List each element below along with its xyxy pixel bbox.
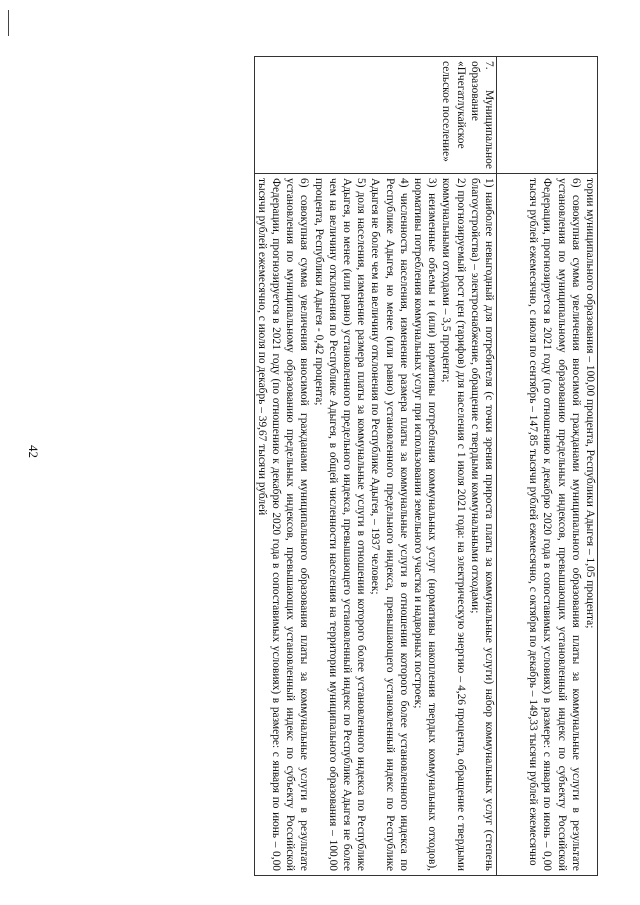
description-cell (254, 174, 496, 876)
paragraph: 2) прогнозируемый рост цен (тарифов) для населения с 1 июля 2021 года: на электрическую энергию – 4,26 процента, обращение с твердыми коммунальными отходами – 3,5 процента; (440, 178, 467, 871)
margin-mark (8, 10, 9, 36)
paragraph: 1) наиболее невыгодный для потребителя (с точки зрения прироста платы за коммунальные услуги) набор коммунальных услуг (степень благоустройства) – электроснабжение, обращение с твердыми коммунальными отходами; (468, 178, 495, 871)
paragraph: 6) совокупная сумма увеличения вносимой гражданами муниципального образования платы за коммунальные услуги в результате установления по муниципальному образованию предельных индексов, превышающих установленный индекс по субъекту Российской Федерации, прогнозируется в 2021 году (по отношению к декабрю 2020 года в сопоставимых условиях) в размере: с января по июнь – 0,00 тысячи рублей ежемесячно, с июля по декабрь – 39,67 тысячи рублей (255, 178, 311, 871)
municipality-cell (497, 57, 598, 174)
document-table (254, 56, 598, 876)
table-row (254, 57, 496, 876)
paragraph: 6) совокупная сумма увеличения вносимой гражданами муниципального образования платы за коммунальные услуги в результате установления по муниципальному образованию предельных индексов, превышающих установленный индекс по субъекту Российской Федерации, прогнозируется в 2021 году (по отношению к декабрю 2020 года в сопоставимых условиях) в размере: с января по июнь – 0,00 тысяч рублей ежемесячно, с июля по сентябрь – 147,85 тысячи рублей ежемесячно, с октября по декабрь – 149,33 тысячи рублей ежемесячно (527, 178, 582, 871)
description-cell (497, 174, 598, 876)
paragraph: 3) неизменные объемы и (или) нормативы потребления коммунальных услуг (нормативы накопления твердых коммунальных отходов), нормативы потребления коммунальных услуг при использовании земельного участка и надворных построек; (411, 178, 439, 871)
page-number: 42 (26, 445, 41, 458)
paragraph: тории муниципального образования – 100,00 процента, Республики Адыгея – 1,05 процента; (584, 178, 596, 629)
municipality-cell: 7. Муниципальное образование «Пчегатлукайское сельское поселение» (254, 57, 496, 174)
paragraph: 5) доля населения, изменение размера платы за коммунальные услуги в отношении которого более установленного индекса по Республике Адыгея, но менее (или равно) установленного предельного индекса, превышающего установленный индекс по Республике Адыгея не более чем на величину отклонения по Республике Адыгея, в общей численности населения на территории муниципального образования – 100,00 процента, Республики Адыгея - 0,42 процента; (312, 178, 368, 871)
rotated-table-container (78, 56, 598, 876)
table-row (497, 57, 598, 876)
paragraph: 4) численность населения, изменение размера платы за коммунальные услуги в отношении которого более установленного индекса по Республике Адыгея, но менее (или равно) установленного предельного индекса, превышающего установленный индекс по Республике Адыгея не более чем на величину отклонения по Республике Адыгея, – 1937 человек; (369, 178, 410, 871)
